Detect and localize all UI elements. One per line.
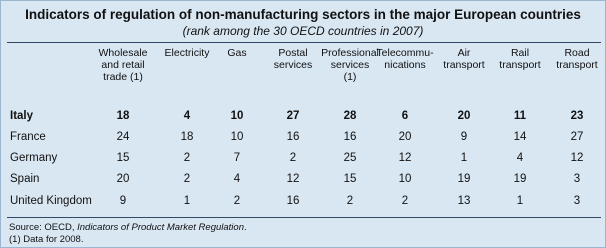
- table-cell: 10: [398, 173, 412, 185]
- table-cell: 4: [183, 110, 191, 122]
- column-header-line: Road: [564, 47, 590, 59]
- table-cell: 2: [401, 195, 409, 207]
- table-cell: 2: [233, 195, 241, 207]
- source-title: Indicators of Product Market Regulation: [77, 222, 244, 233]
- table-cell: 3: [573, 173, 581, 185]
- table-cell: 19: [513, 173, 527, 185]
- column-header-line: Postal: [278, 47, 308, 59]
- table-row: [1, 110, 605, 126]
- column-header-line: and retail: [101, 59, 145, 71]
- source-suffix: .: [243, 222, 247, 233]
- column-header-line: services: [273, 59, 313, 71]
- table-cell: 14: [513, 131, 527, 143]
- table-cell: 20: [116, 173, 130, 185]
- source-note: [9, 222, 247, 233]
- column-header-line: services: [330, 59, 370, 71]
- table-row: [1, 152, 605, 168]
- table-cell: 16: [286, 131, 300, 143]
- column-header-line: Air: [457, 47, 471, 59]
- table-cell: 15: [116, 152, 130, 164]
- column-header-line: Gas: [227, 47, 247, 59]
- table-cell: 23: [570, 110, 584, 122]
- table-cell: 3: [573, 195, 581, 207]
- top-rule: [7, 42, 601, 43]
- country-name: Italy: [10, 110, 34, 122]
- table-cell: 27: [286, 110, 300, 122]
- table-cell: 19: [457, 173, 471, 185]
- table-row: [1, 131, 605, 147]
- column-header-line: (1): [343, 71, 357, 83]
- table-cell: 11: [513, 110, 527, 122]
- table-cell: 16: [343, 131, 357, 143]
- table-cell: 18: [116, 110, 130, 122]
- table-subtitle: (rank among the 30 OECD countries in 2007): [182, 24, 424, 38]
- country-name: United Kingdom: [10, 195, 92, 207]
- table-cell: 25: [343, 152, 357, 164]
- bottom-rule: [7, 217, 601, 218]
- column-header-line: transport: [499, 59, 541, 71]
- table-cell: 20: [398, 131, 412, 143]
- table-title: Indicators of regulation of non-manufacturing sectors in the major European countries: [25, 7, 581, 22]
- column-header-line: Electricity: [164, 47, 210, 59]
- table-cell: 1: [183, 195, 191, 207]
- table-cell: 4: [516, 152, 524, 164]
- table-cell: 18: [180, 131, 194, 143]
- table-cell: 2: [346, 195, 354, 207]
- source-prefix: Source: OECD,: [9, 222, 78, 233]
- table-cell: 12: [286, 173, 300, 185]
- table-cell: 20: [457, 110, 471, 122]
- table-cell: 27: [570, 131, 584, 143]
- table-cell: 1: [460, 152, 468, 164]
- country-name: Spain: [10, 173, 40, 185]
- table-cell: 12: [570, 152, 584, 164]
- table-cell: 4: [233, 173, 241, 185]
- column-header-line: Telecommu-: [376, 47, 434, 59]
- column-header: [537, 47, 606, 71]
- table-cell: 15: [343, 173, 357, 185]
- table-cell: 28: [343, 110, 357, 122]
- table-cell: 24: [116, 131, 130, 143]
- country-name: Germany: [10, 152, 58, 164]
- column-header-line: Rail: [510, 47, 530, 59]
- table-cell: 10: [230, 131, 244, 143]
- table-row: [1, 195, 605, 211]
- table-cell: 12: [398, 152, 412, 164]
- column-header-line: trade (1): [103, 71, 143, 83]
- table-cell: 2: [183, 152, 191, 164]
- column-header-line: Wholesale: [98, 47, 148, 59]
- table-cell: 9: [119, 195, 127, 207]
- table-row: [1, 173, 605, 189]
- table-cell: 13: [457, 195, 471, 207]
- table-cell: 10: [230, 110, 244, 122]
- table-cell: 6: [401, 110, 409, 122]
- column-header-line: transport: [556, 59, 598, 71]
- table-cell: 2: [289, 152, 297, 164]
- column-header-line: Professional: [321, 47, 379, 59]
- table-cell: 7: [233, 152, 241, 164]
- column-header-line: transport: [443, 59, 485, 71]
- table-cell: 16: [286, 195, 300, 207]
- table-cell: 9: [460, 131, 468, 143]
- country-name: France: [10, 131, 46, 143]
- column-header-line: nications: [384, 59, 426, 71]
- table-cell: 2: [183, 173, 191, 185]
- footnote: (1) Data for 2008.: [9, 234, 84, 245]
- table-cell: 1: [516, 195, 524, 207]
